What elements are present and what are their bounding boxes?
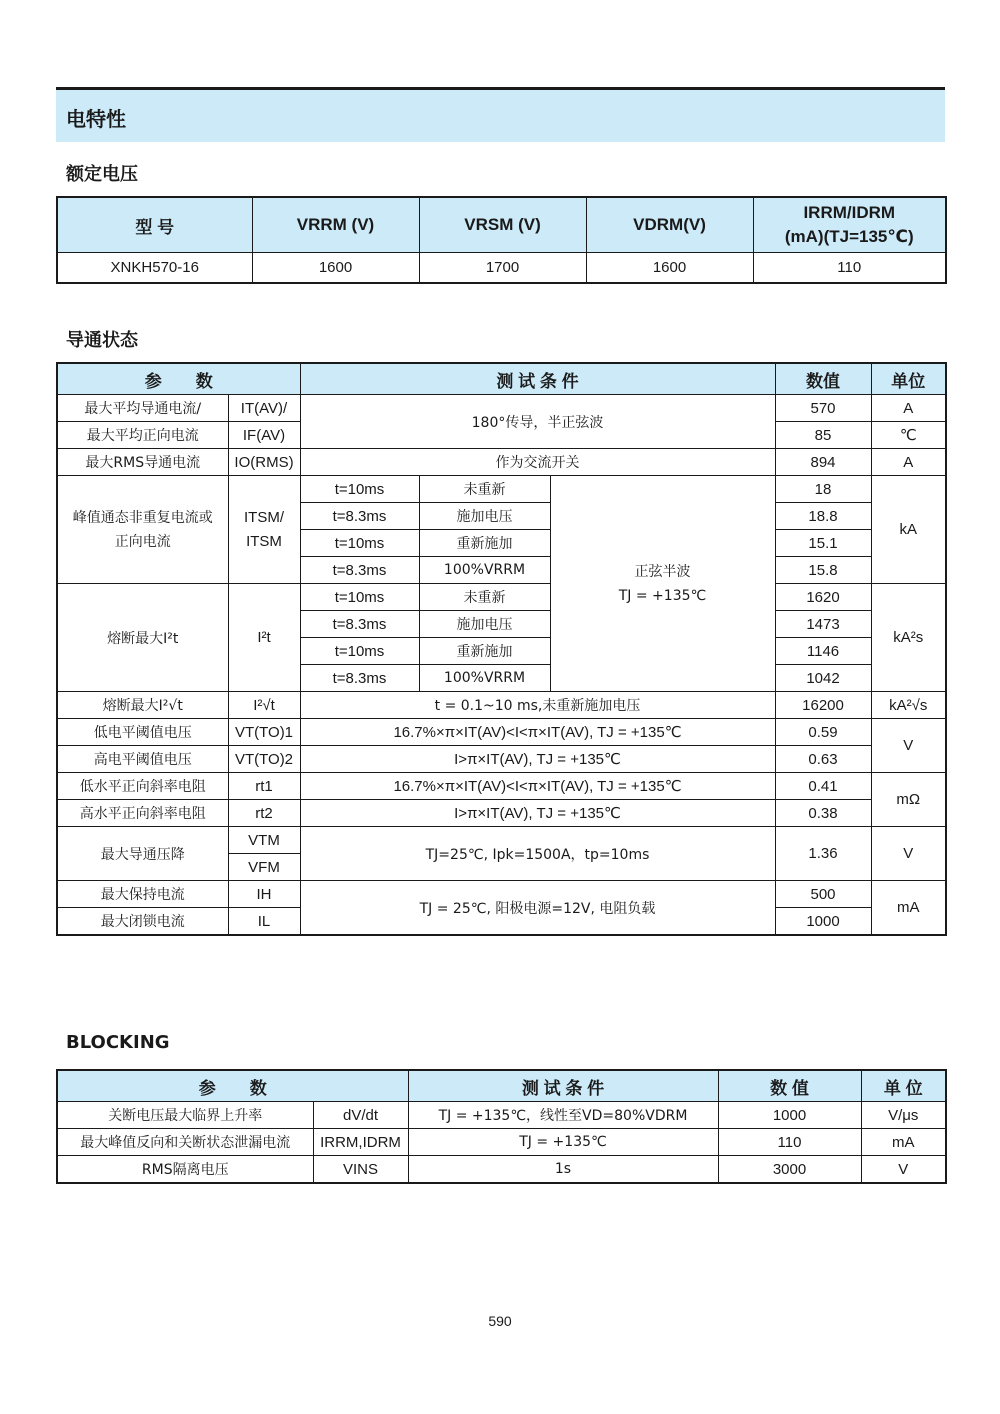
blocking-param-3: RMS隔离电压 [57, 1156, 313, 1184]
table-row [57, 395, 946, 422]
symbol-rt2: rt2 [228, 800, 300, 827]
symbol-itsm [228, 476, 300, 584]
blocking-value-3: 3000 [718, 1156, 861, 1184]
on-state-subtitle: 导通状态 [66, 330, 138, 351]
cond-vto2: I>π×IT(AV), TJ = +135℃ [300, 746, 775, 773]
section-title: 电特性 [66, 107, 126, 131]
header-model: 型 号 [57, 197, 252, 253]
on-state-table [56, 362, 947, 936]
symbol-itsm-line2: ITSM [246, 532, 282, 550]
blocking-subtitle: BLOCKING [66, 1032, 170, 1053]
model-cell: XNKH570-16 [57, 253, 252, 284]
param-rt1: 低水平正向斜率电阻 [57, 773, 228, 800]
unit-rms: A [871, 449, 946, 476]
symbol-ih: IH [228, 881, 300, 908]
param-itsm [57, 476, 228, 584]
symbol-if-av: IF(AV) [228, 422, 300, 449]
itsm-value-4: 15.8 [775, 557, 871, 584]
i2t-time-3: t=10ms [300, 638, 419, 665]
cond-vto1: 16.7%×π×IT(AV)<I<π×IT(AV), TJ = +135℃ [300, 719, 775, 746]
table-row [57, 773, 946, 800]
unit-rt: mΩ [871, 773, 946, 827]
unit-i2rt: kA²√s [871, 692, 946, 719]
value-vtm: 1.36 [775, 827, 871, 881]
table-header-row [57, 197, 946, 253]
value-rt2: 0.38 [775, 800, 871, 827]
symbol-rms: IO(RMS) [228, 449, 300, 476]
blocking-value-1: 1000 [718, 1102, 861, 1129]
cond-i2rt: t = 0.1~10 ms,未重新施加电压 [300, 692, 775, 719]
table-row [57, 881, 946, 908]
sine-line2: TJ = +135℃ [618, 587, 707, 604]
i2t-cond-2: 施加电压 [419, 611, 550, 638]
blocking-unit-2: mA [861, 1129, 946, 1156]
blocking-unit-1: V/μs [861, 1102, 946, 1129]
table-row [57, 1156, 946, 1184]
param-i2t: 熔断最大I²t [57, 584, 228, 692]
table-row [57, 827, 946, 854]
value-ih: 500 [775, 881, 871, 908]
itsm-value-3: 15.1 [775, 530, 871, 557]
cond-rt1: 16.7%×π×IT(AV)<I<π×IT(AV), TJ = +135℃ [300, 773, 775, 800]
itsm-value-1: 18 [775, 476, 871, 503]
i2t-value-4: 1042 [775, 665, 871, 692]
irrm-cell: 110 [753, 253, 946, 284]
sine-line1: 正弦半波 [634, 563, 691, 580]
i2t-cond-4: 100%VRRM [419, 665, 550, 692]
vrsm-cell: 1700 [419, 253, 586, 284]
symbol-rt1: rt1 [228, 773, 300, 800]
param-vtm: 最大导通压降 [57, 827, 228, 881]
i2t-time-4: t=8.3ms [300, 665, 419, 692]
itsm-value-2: 18.8 [775, 503, 871, 530]
value-avg-1: 570 [775, 395, 871, 422]
header-irrm-line1: IRRM/IDRM [803, 203, 896, 222]
i2t-time-1: t=10ms [300, 584, 419, 611]
symbol-vfm: VFM [228, 854, 300, 881]
param-vto1: 低电平阈值电压 [57, 719, 228, 746]
table-row [57, 1102, 946, 1129]
symbol-il: IL [228, 908, 300, 936]
i2t-cond-1: 未重新 [419, 584, 550, 611]
header-parameter: 参 数 [57, 363, 300, 395]
blocking-cond-3: 1s [408, 1156, 718, 1184]
header-unit: 单 位 [861, 1070, 946, 1102]
header-parameter: 参 数 [57, 1070, 408, 1102]
unit-avg-1: A [871, 395, 946, 422]
itsm-cond-1: 未重新 [419, 476, 550, 503]
param-rt2: 高水平正向斜率电阻 [57, 800, 228, 827]
blocking-cond-2: TJ = +135℃ [408, 1129, 718, 1156]
cond-avg: 180°传导，半正弦波 [300, 395, 775, 449]
blocking-symbol-1: dV/dt [313, 1102, 408, 1129]
table-row [57, 800, 946, 827]
table-row [57, 449, 946, 476]
blocking-unit-3: V [861, 1156, 946, 1184]
unit-avg-2: ℃ [871, 422, 946, 449]
value-avg-2: 85 [775, 422, 871, 449]
blocking-symbol-2: IRRM,IDRM [313, 1129, 408, 1156]
i2t-value-2: 1473 [775, 611, 871, 638]
table-row [57, 746, 946, 773]
symbol-vtm: VTM [228, 827, 300, 854]
cond-vtm: TJ=25℃, Ipk=1500A，tp=10ms [300, 827, 775, 881]
param-avg-line1: 最大平均导通电流/ [57, 395, 228, 422]
unit-hold: mA [871, 881, 946, 936]
header-vrrm: VRRM (V) [252, 197, 419, 253]
section-header-band [56, 87, 945, 142]
i2t-unit: kA²s [871, 584, 946, 692]
unit-vtm: V [871, 827, 946, 881]
vdrm-cell: 1600 [586, 253, 753, 284]
table-row [57, 692, 946, 719]
param-itsm-line1: 峰值通态非重复电流或 [72, 509, 213, 526]
table-row [57, 253, 946, 284]
header-vdrm: VDRM(V) [586, 197, 753, 253]
blocking-table [56, 1069, 947, 1184]
value-rms: 894 [775, 449, 871, 476]
vrrm-cell: 1600 [252, 253, 419, 284]
blocking-param-1: 关断电压最大临界上升率 [57, 1102, 313, 1129]
itsm-time-2: t=8.3ms [300, 503, 419, 530]
header-irrm-line2: (mA)(TJ=135℃) [784, 227, 914, 246]
param-latching: 最大闭锁电流 [57, 908, 228, 936]
value-rt1: 0.41 [775, 773, 871, 800]
unit-vto: V [871, 719, 946, 773]
symbol-vto1: VT(TO)1 [228, 719, 300, 746]
blocking-value-2: 110 [718, 1129, 861, 1156]
i2t-value-1: 1620 [775, 584, 871, 611]
page-number: 590 [488, 1313, 512, 1329]
cond-rt2: I>π×IT(AV), TJ = +135℃ [300, 800, 775, 827]
itsm-cond-3: 重新施加 [419, 530, 550, 557]
i2t-time-2: t=8.3ms [300, 611, 419, 638]
rated-voltage-table [56, 196, 947, 284]
itsm-time-3: t=10ms [300, 530, 419, 557]
table-row [57, 476, 946, 503]
i2t-cond-3: 重新施加 [419, 638, 550, 665]
itsm-unit: kA [871, 476, 946, 584]
table-row [57, 1129, 946, 1156]
blocking-cond-1: TJ = +135℃，线性至VD=80%VDRM [408, 1102, 718, 1129]
header-unit: 单位 [871, 363, 946, 395]
itsm-cond-4: 100%VRRM [419, 557, 550, 584]
table-header-row [57, 1070, 946, 1102]
symbol-vto2: VT(TO)2 [228, 746, 300, 773]
param-itsm-line2: 正向电流 [114, 533, 171, 550]
cond-sine-half-wave [550, 476, 775, 692]
param-i2rt: 熔断最大I²√t [57, 692, 228, 719]
itsm-time-4: t=8.3ms [300, 557, 419, 584]
param-avg-line2: 最大平均正向电流 [57, 422, 228, 449]
itsm-time-1: t=10ms [300, 476, 419, 503]
symbol-itsm-line1: ITSM/ [244, 508, 284, 526]
blocking-symbol-3: VINS [313, 1156, 408, 1184]
value-vto1: 0.59 [775, 719, 871, 746]
header-test-conditions: 测 试 条 件 [300, 363, 775, 395]
param-holding: 最大保持电流 [57, 881, 228, 908]
param-vto2: 高电平阈值电压 [57, 746, 228, 773]
itsm-cond-2: 施加电压 [419, 503, 550, 530]
symbol-it-av: IT(AV)/ [228, 395, 300, 422]
table-row [57, 719, 946, 746]
cond-rms: 作为交流开关 [300, 449, 775, 476]
header-irrm-idrm [753, 197, 946, 253]
param-rms: 最大RMS导通电流 [57, 449, 228, 476]
value-il: 1000 [775, 908, 871, 936]
symbol-i2rt: I²√t [228, 692, 300, 719]
table-header-row [57, 363, 946, 395]
header-vrsm: VRSM (V) [419, 197, 586, 253]
blocking-param-2: 最大峰值反向和关断状态泄漏电流 [57, 1129, 313, 1156]
header-test-conditions: 测 试 条 件 [408, 1070, 718, 1102]
symbol-i2t: I²t [228, 584, 300, 692]
i2t-value-3: 1146 [775, 638, 871, 665]
header-value: 数值 [775, 363, 871, 395]
value-vto2: 0.63 [775, 746, 871, 773]
value-i2rt: 16200 [775, 692, 871, 719]
header-value: 数 值 [718, 1070, 861, 1102]
cond-hold: TJ = 25℃, 阳极电源=12V, 电阻负载 [300, 881, 775, 936]
table-row [57, 584, 946, 611]
rated-voltage-subtitle: 额定电压 [66, 164, 138, 185]
